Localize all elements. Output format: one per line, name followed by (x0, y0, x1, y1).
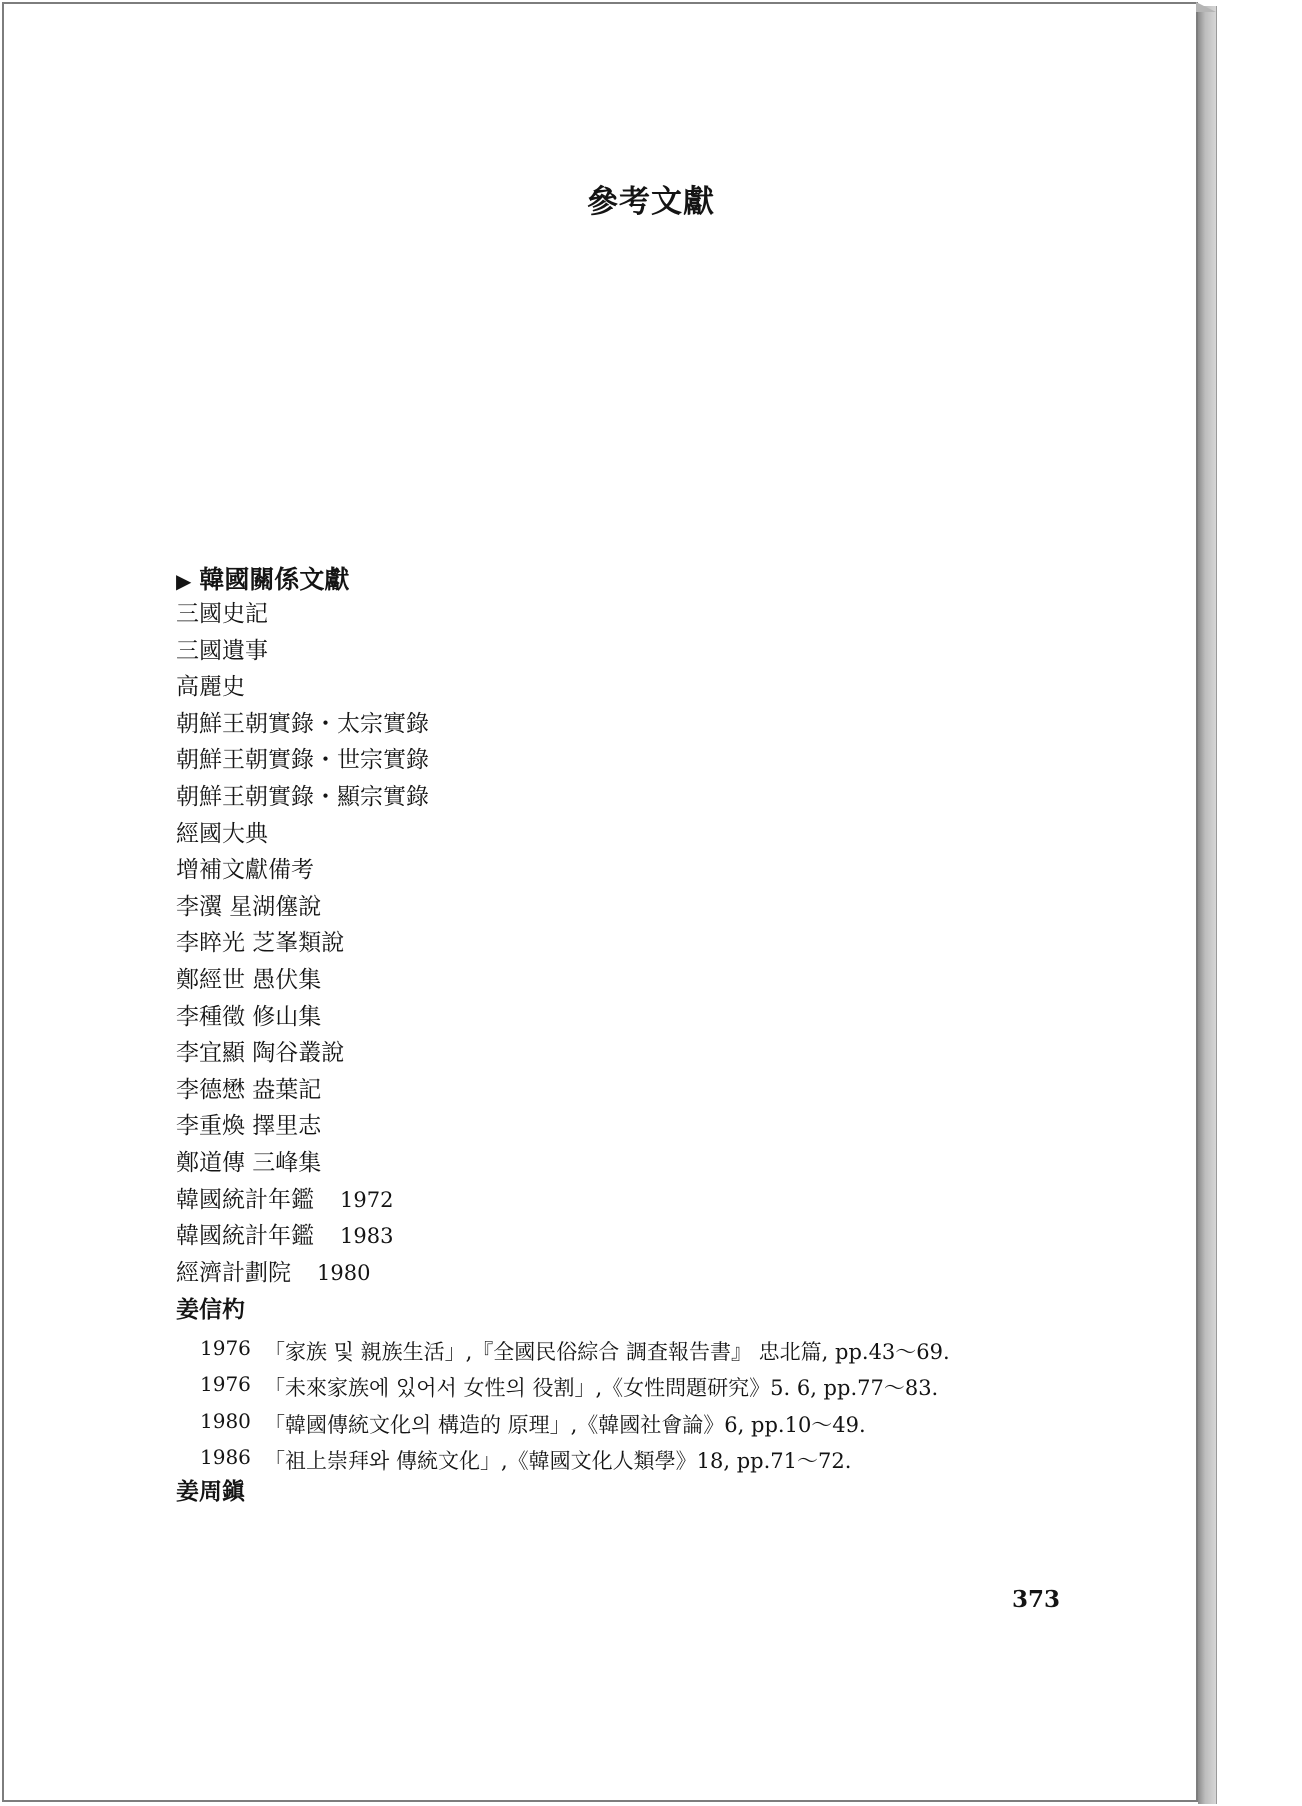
page-title: 參考文獻 (587, 184, 715, 220)
list-item (176, 1182, 429, 1219)
entry-title: 李睟光 芝峯類說 (176, 930, 345, 957)
entry-title: 高麗史 (176, 674, 245, 701)
list-item (176, 779, 429, 816)
list-item (176, 669, 429, 706)
author-heading: 姜周鎭 (176, 1478, 245, 1505)
page-number: 373 (1012, 1586, 1061, 1613)
reference-text: 「未來家族에 있어서 女性의 役割」,《女性問題研究》5. 6, pp.77～83. (264, 1376, 939, 1401)
list-item (176, 1218, 429, 1255)
triangle-marker-icon: ▶ (176, 569, 192, 593)
list-item (176, 1035, 429, 1072)
entry-title: 李宜顯 陶谷叢說 (176, 1040, 345, 1067)
reference-year: 1976 (200, 1336, 251, 1360)
author-references (200, 1330, 950, 1476)
entry-title: 朝鮮王朝實錄・世宗實錄 (176, 747, 429, 774)
reference-text: 「韓國傳統文化의 構造的 原理」,《韓國社會論》6, pp.10～49. (264, 1412, 866, 1437)
entry-year: 1980 (317, 1260, 371, 1285)
list-item (176, 816, 429, 853)
bibliography-list (176, 596, 429, 1291)
list-item (176, 706, 429, 743)
list-item (176, 999, 429, 1036)
list-item (176, 962, 429, 999)
page-corner-fold (1196, 2, 1216, 12)
entry-title: 朝鮮王朝實錄・顯宗實錄 (176, 783, 429, 810)
reference-item (200, 1439, 950, 1475)
entry-title: 鄭道傳 三峰集 (176, 1149, 322, 1176)
list-item (176, 925, 429, 962)
entry-title: 三國史記 (176, 601, 268, 627)
section-heading-text: 韓國關係文獻 (199, 565, 350, 594)
entry-title: 三國遺事 (176, 637, 268, 664)
page-edge-shadow (1198, 6, 1217, 1804)
list-item (176, 1255, 429, 1292)
entry-title: 李德懋 盎葉記 (176, 1076, 322, 1103)
author-heading: 姜信杓 (176, 1296, 245, 1323)
list-item (176, 889, 429, 926)
reference-item (200, 1403, 950, 1439)
entry-title: 李重煥 擇里志 (176, 1113, 322, 1140)
entry-title: 韓國統計年鑑 (176, 1186, 314, 1213)
list-item (176, 852, 429, 889)
list-item (176, 596, 429, 633)
reference-text: 「祖上崇拜와 傳統文化」,《韓國文化人類學》18, pp.71～72. (264, 1449, 852, 1474)
entry-title: 李種徵 修山集 (176, 1003, 322, 1030)
entry-title: 經國大典 (176, 820, 268, 847)
list-item (176, 742, 429, 779)
reference-item (200, 1330, 950, 1366)
entry-title: 朝鮮王朝實錄・太宗實錄 (176, 710, 429, 737)
entry-title: 經濟計劃院 (176, 1259, 291, 1286)
reference-item (200, 1366, 950, 1402)
list-item (176, 1145, 429, 1182)
list-item (176, 633, 429, 670)
entry-title: 鄭經世 愚伏集 (176, 966, 322, 993)
entry-title: 李瀷 星湖僿說 (176, 893, 322, 920)
reference-year: 1980 (200, 1408, 251, 1433)
list-item (176, 1108, 429, 1145)
entry-title: 韓國統計年鑑 (176, 1223, 314, 1250)
list-item (176, 1072, 429, 1109)
reference-text: 「家族 및 親族生活」,『全國民俗綜合 調査報告書』 忠北篇, pp.43～69. (264, 1340, 950, 1364)
entry-year: 1972 (340, 1187, 394, 1212)
reference-year: 1986 (200, 1445, 251, 1470)
entry-title: 增補文獻備考 (176, 857, 314, 884)
reference-year: 1976 (200, 1372, 251, 1397)
section-heading (176, 560, 349, 596)
entry-year: 1983 (340, 1224, 394, 1249)
